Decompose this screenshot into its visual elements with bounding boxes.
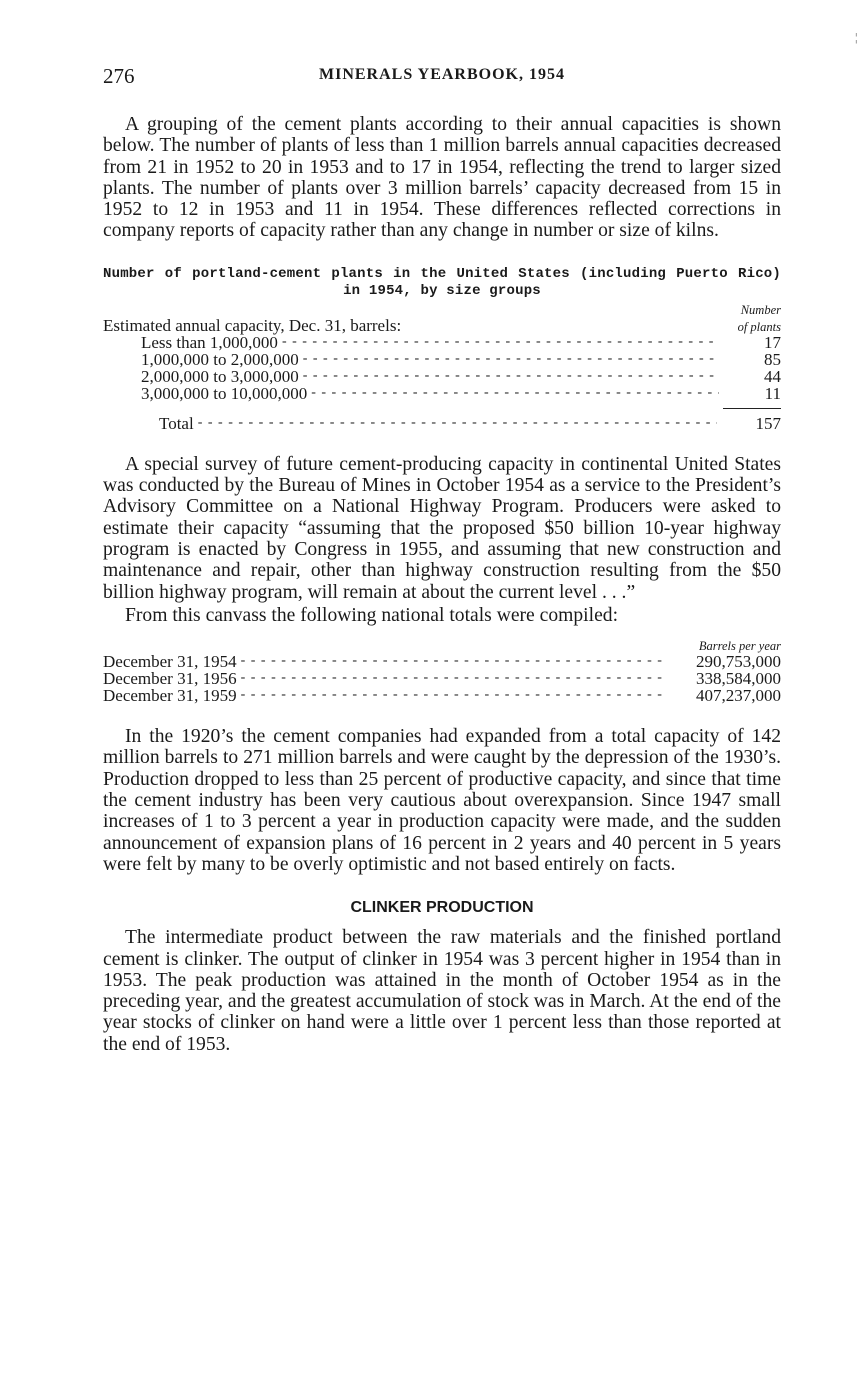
margin-mark: ¦ (855, 30, 858, 44)
leader-dots (241, 654, 667, 668)
row-value: 338,584,000 (696, 669, 781, 689)
leader-dots (282, 335, 719, 349)
table-row (103, 351, 781, 368)
page-number: 276 (103, 64, 135, 88)
table-row (103, 687, 781, 704)
running-head (103, 60, 781, 90)
table-row (103, 368, 781, 385)
table-row (103, 385, 781, 402)
total-label: Total (159, 413, 194, 433)
table-row (103, 653, 781, 670)
paragraph-plant-grouping: A grouping of the cement plants according to their annual capacities is shown below. The number of plants of less than 1 million barrels annual capacities decreased from 21 in 1952 to 20 in 1953 and to 17 in 1954, reflecting the trend to larger sized plants. The number of plants over 3 million barrels’ capacity decreased from 15 in 1952 to 12 in 1953 and 11 in 1954. These differences reflected corrections in company reports of capacity rather than any change in number or size of kilns. (103, 114, 781, 242)
plants-table-stub-head: Estimated annual capacity, Dec. 31, barrels: (103, 315, 402, 335)
journal-title: MINERALS YEARBOOK, 1954 (319, 66, 565, 83)
plants-table-title-line2: in 1954, by size groups (343, 282, 541, 299)
col-head-line1: Number (740, 302, 781, 317)
plants-table-col-head (103, 304, 781, 317)
row-value: 290,753,000 (696, 652, 781, 672)
leader-dots (311, 386, 719, 400)
paragraph-canvass: From this canvass the following national totals were compiled: (125, 604, 619, 626)
leader-dots (198, 416, 717, 430)
leader-dots (303, 369, 719, 383)
row-value: 85 (764, 349, 781, 369)
forecast-table (103, 640, 781, 704)
row-label: December 31, 1959 (103, 686, 237, 706)
row-value: 11 (764, 383, 781, 403)
leader-dots (241, 688, 667, 702)
row-label: Less than 1,000,000 (141, 332, 278, 352)
plants-table (103, 266, 781, 432)
leader-dots (241, 671, 667, 685)
paragraph-special-survey: A special survey of future cement-producing capacity in continental United States was conducted by the Bureau of Mines in October 1954 as a service to the President’s Advisory Committee on a National Highway Program. Producers were asked to estimate their capacity “assuming that the proposed $50 billion 10-year highway program is enacted by Congress in 1955, and assuming that new construction and maintenance and repair, other than highway construction resulting from the $50 billion highway program, will remain at about the current level . . .” (103, 453, 781, 603)
total-value: 157 (755, 413, 781, 433)
row-label: December 31, 1954 (103, 652, 237, 672)
paragraph-1920s-expansion: In the 1920’s the cement companies had expanded from a total capacity of 142 million barrels to 271 million barrels and were caught by the depression of the 1930’s. Production dropped to less than 25 percent of productive capacity, and since that time the cement industry has been very cautious about overexpansion. Since 1947 small increases of 1 to 3 percent a year in production capacity were made, and the sudden announcement of expansion plans of 16 percent in 2 years and 40 percent in 5 years were felt by many to be overly optimistic and not based entirely on facts. (103, 726, 781, 875)
table-row (103, 670, 781, 687)
forecast-table-rows (103, 653, 781, 704)
row-value: 407,237,000 (696, 686, 781, 706)
section-heading: CLINKER PRODUCTION (350, 899, 534, 917)
row-value: 17 (764, 332, 781, 352)
row-value: 44 (764, 366, 781, 386)
paragraph-clinker: The intermediate product between the raw materials and the finished portland cement is clinker. The output of clinker in 1954 was 3 percent higher in 1954 than in 1953. The peak production was attained in the month of October 1954 as in the preceding year, and the greatest accumulation of stock was in March. At the end of the year stocks of clinker on hand were a little over 1 percent less than those reported at the end of 1953. (103, 927, 781, 1055)
forecast-table-col-head: Barrels per year (698, 639, 781, 654)
page (103, 60, 781, 1055)
plants-table-rows (103, 334, 781, 402)
plants-table-title-line1: Number of portland-cement plants in the United States (including Puerto Rico) (103, 265, 781, 282)
row-label: 1,000,000 to 2,000,000 (141, 349, 299, 369)
plants-table-stub-row (103, 317, 781, 334)
col-head-line2: of plants (737, 319, 781, 334)
row-label: 2,000,000 to 3,000,000 (141, 366, 299, 386)
row-label: 3,000,000 to 10,000,000 (141, 383, 308, 403)
plants-table-total-row (103, 415, 781, 432)
leader-dots (303, 352, 719, 366)
table-row (103, 334, 781, 351)
row-label: December 31, 1956 (103, 669, 237, 689)
plants-table-title (103, 266, 781, 300)
